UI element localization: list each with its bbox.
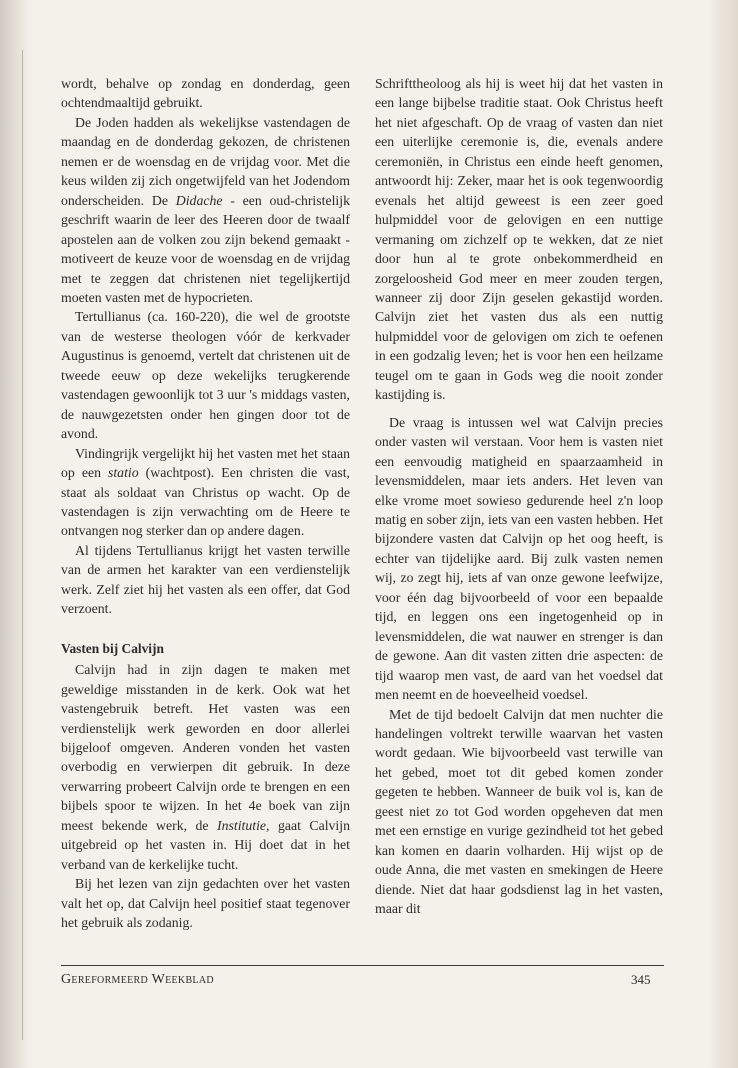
paragraph: Tertullianus (ca. 160-220), die wel de grootste van de westerse theologen vóór de kerkvader Augustinus is genoemd, vertelt dat christenen uit de tweede eeuw op deze wekelijks terugkerende vastendagen gewoonlijk tot 3 uur 's middags vasten, de nauwgezetsten onder hen gingen door tot de avond. [61, 309, 350, 442]
paragraph: De vraag is intussen wel wat Calvijn precies onder vasten wil verstaan. Voor hem is vasten niet een eenvoudig matigheid en spaarzaamheid in levensmiddelen, maar iets anders. Het leven van elke vrome moet sowieso gedurende heel z'n loop matig en sober zijn, iets van een vasten hebben. Het bijzondere vasten dat Calvijn op het oog heeft, is echter van tijdelijke aard. Bij zulk vasten nemen wij, zo zegt hij, iets af van onze gewone leefwijze, voor één dag bijvoorbeeld of voor een bepaalde tijd, en leggen ons een ingetogenheid op in levensmiddelen, die wat nauwer en strenger is dan de gewone. Aan dit vasten zitten drie aspecten: de tijd waarop men vast, de aard van het voedsel dat men neemt en de hoeveelheid voedsel. [375, 414, 663, 703]
paragraph: Met de tijd bedoelt Calvijn dat men nuchter die handelingen voltrekt terwille waarvan het vasten wordt gedaan. Wie bijvoorbeeld vast terwille van het gebed, moet tot dit gebed komen zonder gegeten te hebben. Wanneer de buik vol is, kan de geest niet zo tot God worden opgeheven dat men met een ernstige en vurige gezindheid tot het gebed kan komen en daarin volharden. Hij wijst op de oude Anna, die met vasten en smekingen de Heere diende. Niet dat haar godsdienst lag in het vasten, maar dit [375, 706, 663, 917]
paragraph: Calvijn had in zijn dagen te maken met geweldige misstanden in de kerk. Ook wat het vastengebruik betreft. Het vasten was een verdienstelijk werk geworden en door allerlei bijgeloof omgeven. Anderen vonden het vasten overbodig en verwierpen dit gebruik. In deze verwarring probeert Calvijn orde te brengen en een bijbels spoor te wijzen. In het 4e boek van zijn meest bekende werk, de Institutie, gaat Calvijn uitgebreid op het vasten in. Hij doet dat in het verband van de kerkelijke tucht. [61, 662, 350, 872]
paragraph: wordt, behalve op zondag en donderdag, geen ochtendmaaltijd gebruikt. [61, 76, 350, 111]
page-number: 345 [631, 972, 651, 987]
paragraph: Schrifttheoloog als hij is weet hij dat het vasten in een lange bijbelse traditie staat. Ook Christus heeft het niet afgeschaft. Op de vraag of vasten dan niet een uiterlijke ceremonie is, die, evenals andere ceremoniën, in Christus een einde heeft genomen, antwoordt hij: Zeker, maar het is ook tegenwoordig evenals het altijd geweest is een zeer goed hulpmiddel voor de gelovigen en een nuttige vermaning om zichzelf op te wekken, dat ze niet door hun al te grote onbekommerdheid en zorgeloosheid God meer en meer zouden tergen, wanneer zij door Zijn geselen gekastijd worden. Calvijn ziet het vasten dus als een nuttig hulpmiddel voor de gelovigen om zich te oefenen in een godzalig leven; het is voor hen een heilzame teugel om te gaan in Gods weg die nooit zonder kastijding is. [375, 76, 663, 403]
footer-rule [61, 965, 664, 966]
section-heading: Vasten bij Calvijn [61, 640, 164, 656]
right-column [375, 74, 663, 918]
gutter-line [22, 50, 23, 1040]
paragraph: De Joden hadden als wekelijkse vastendagen de maandag en de donderdag gekozen, de christenen nemen er de woensdag en de vrijdag voor. Met die keus wilden zij zich ongetwijfeld van het Jodendom onderscheiden. De Didache - een oud-christelijk geschrift waarin de leer des Heeren door de twaalf apostelen aan de volken zou zijn bekend gemaakt - motiveert de keuze voor de woensdag en de vrijdag met te zeggen dat christenen niet tegelijkertijd moeten vasten met de hypocrieten. [61, 114, 350, 305]
left-column [61, 74, 350, 932]
page-edge-shadow [708, 0, 738, 1068]
paragraph: Bij het lezen van zijn gedachten over het vasten valt het op, dat Calvijn heel positief staat tegenover het gebruik als zodanig. [61, 876, 350, 931]
journal-name: Gereformeerd Weekblad [61, 972, 214, 987]
book-spine-shadow [0, 0, 30, 1068]
paragraph: Vindingrijk vergelijkt hij het vasten met het staan op een statio (wachtpost). Een christen die vast, staat als soldaat van Christus op wacht. Op de vastendagen is zijn verwachting om de Heere te ontvangen nog sterker dan op andere dagen. [61, 445, 350, 539]
paragraph: Al tijdens Tertullianus krijgt het vasten terwille van de armen het karakter van een verdienstelijk werk. Zelf ziet hij het vasten als een offer, dat God verzoent. [61, 542, 350, 617]
